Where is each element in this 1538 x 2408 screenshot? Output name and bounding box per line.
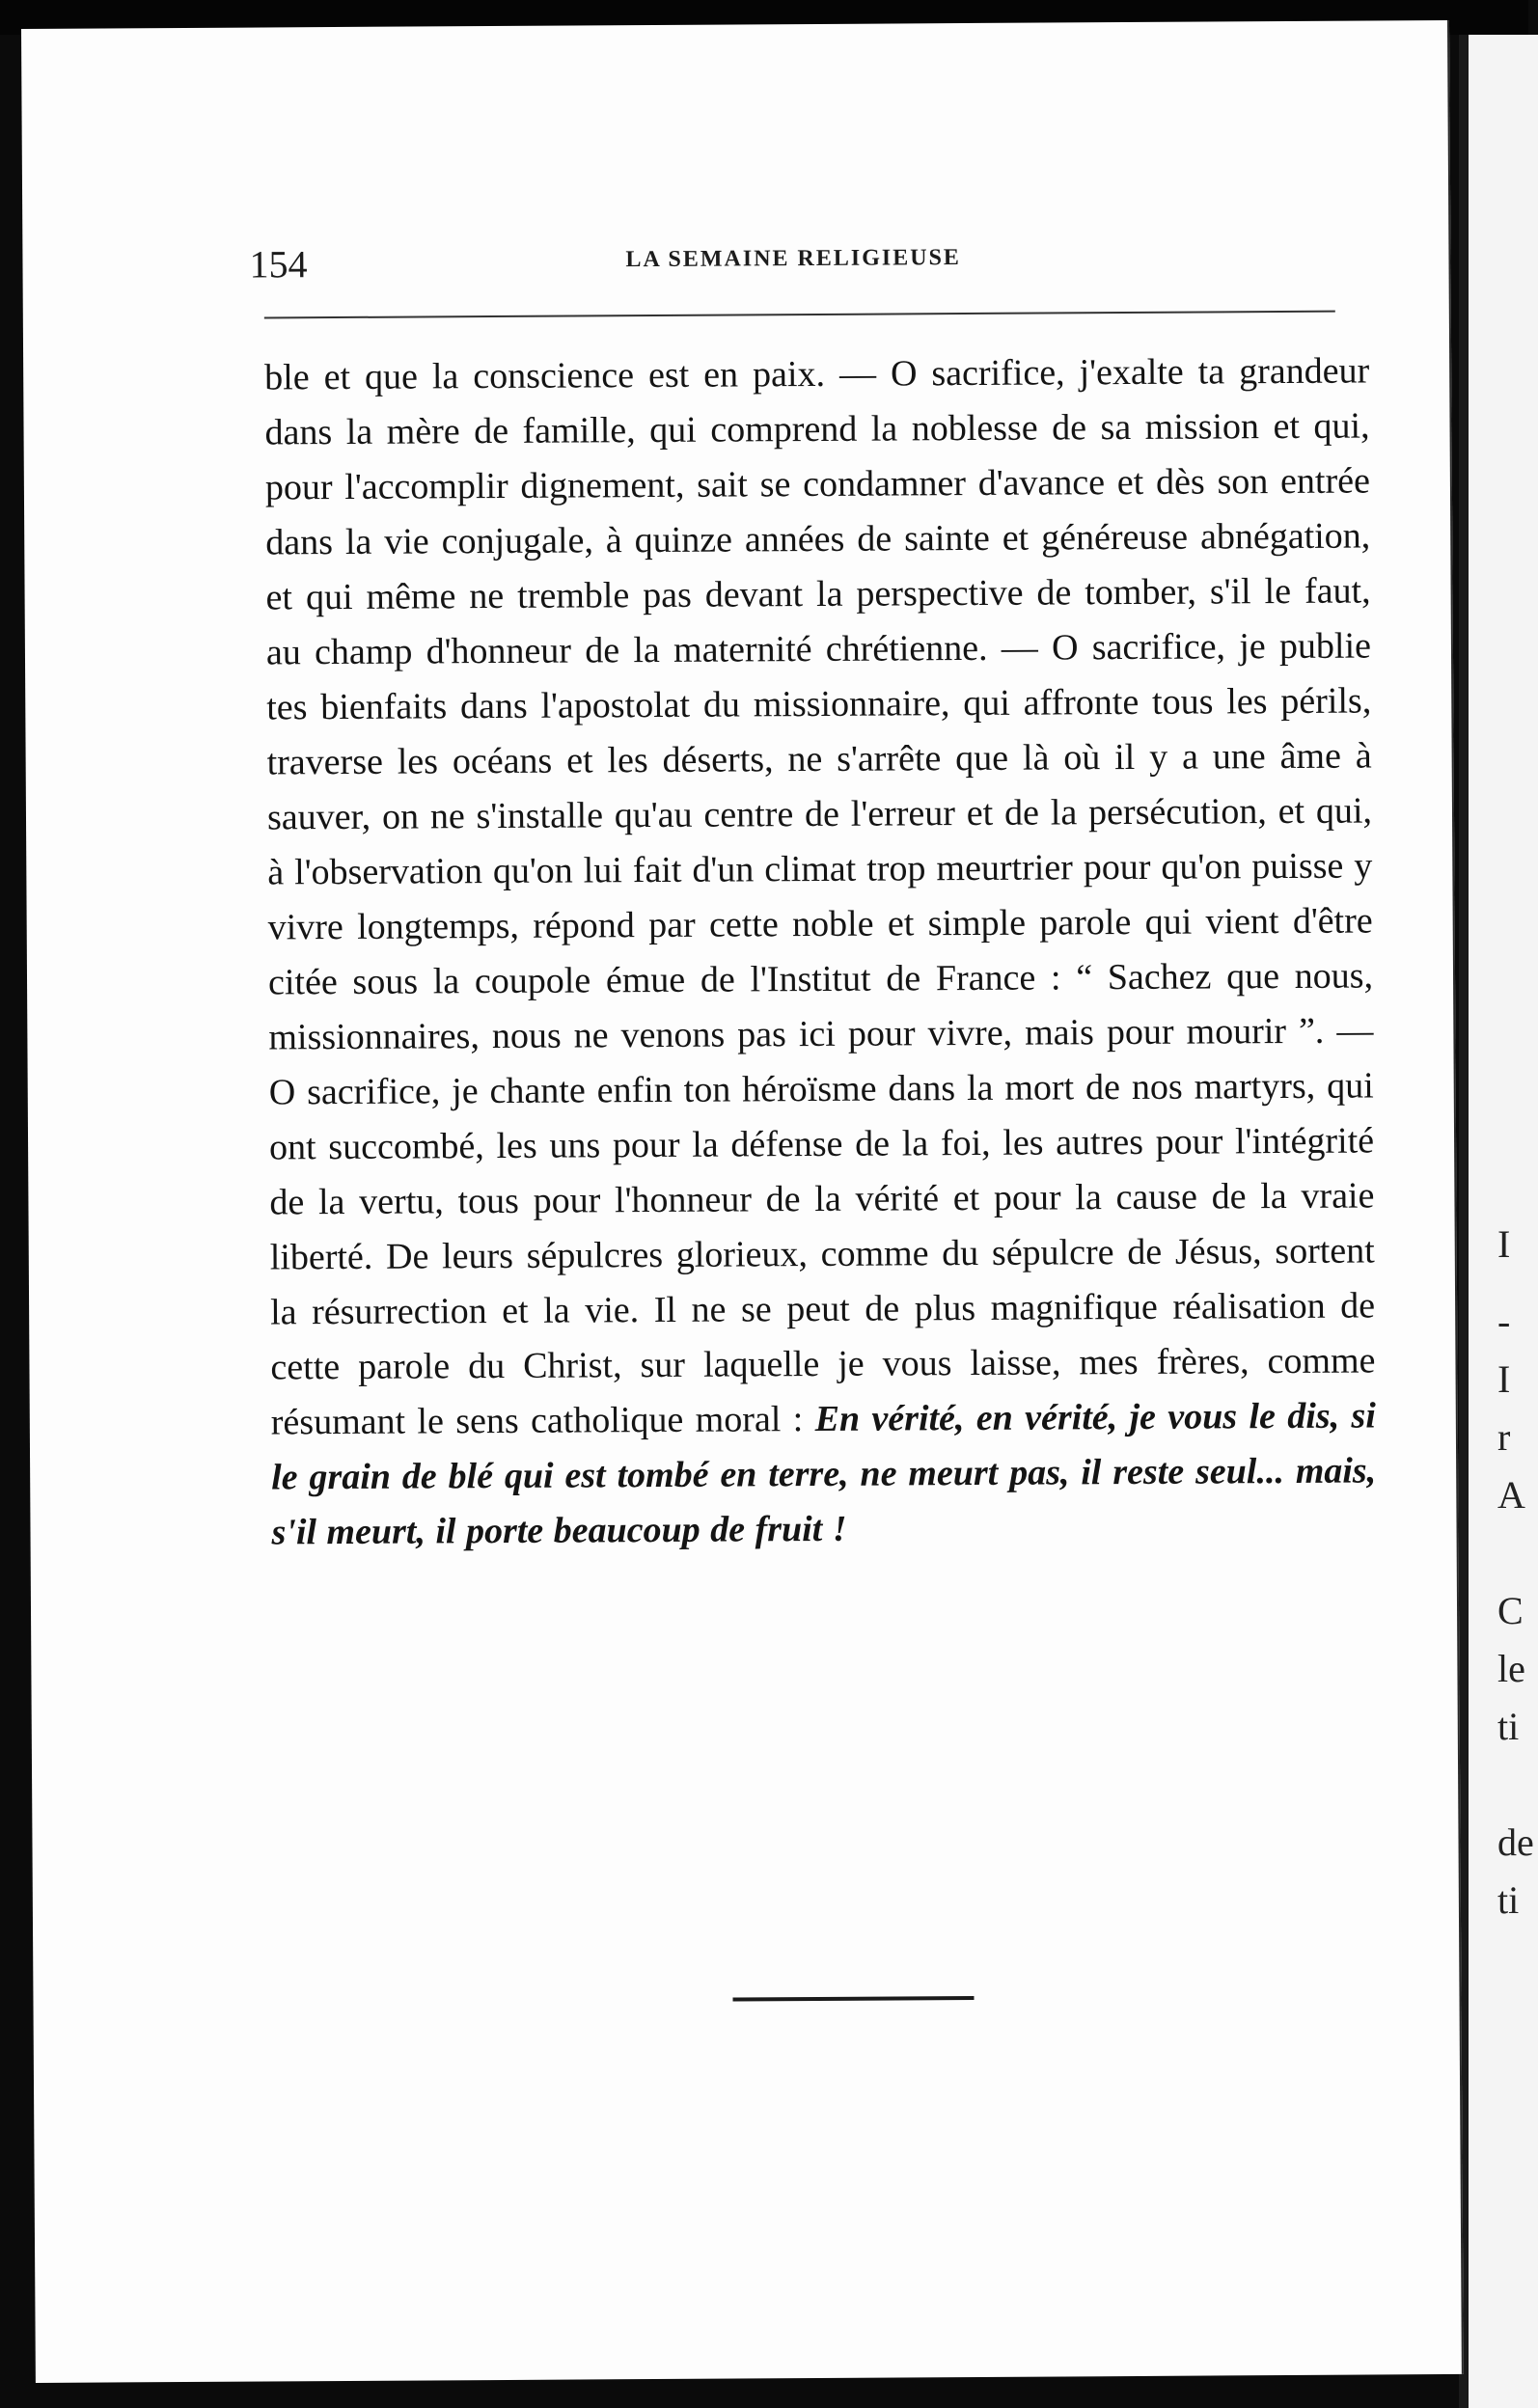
adjacent-page-edge: [1459, 35, 1538, 2408]
italic-quote: En vérité, en vérité, je vous le dis, si le grain de blé qui est tombé en terre, ne meurt pas, il reste seul... mais, s'il meurt, il porte beaucoup de fruit !: [271, 1395, 1377, 1553]
adjacent-fragment: de: [1497, 1820, 1534, 1864]
adjacent-fragment: -: [1497, 1300, 1511, 1343]
adjacent-fragment: I: [1497, 1357, 1511, 1401]
book-page: [21, 20, 1464, 2383]
body-text: ble et que la conscience est en paix. — O sacrifice, j'exalte ta grandeur dans la mère de famille, qui comprend la noblesse de sa mission et qui, pour l'accomplir dignement, sait se condamner d'avance et dès son entrée dans la vie conjugale, à quinze années de sainte et généreuse abnégation, et qui même ne tremble pas devant la perspective de tomber, s'il le faut, au champ d'honneur de la maternité chrétienne. — O sacrifice, je publie tes bienfaits dans l'apostolat du missionnaire, qui affronte tous les périls, traverse les océans et les déserts, ne s'arrête que là où il y a une âme à sauver, on ne s'installe qu'au centre de l'erreur et de la persécution, et qui, à l'observation qu'on lui fait d'un climat trop meurtrier pour qu'on puisse y vivre longtemps, répond par cette noble et simple parole qui vient d'être citée sous la coupole émue de l'Institut de France : “ Sachez que nous, missionnaires, nous ne venons pas ici pour vivre, mais pour mourir ”. — O sacrifice, je chante enfin ton héroïsme dans la mort de nos martyrs, qui ont succombé, les uns pour la défense de la foi, les autres pour l'intégrité de la vertu, tous pour l'honneur de la vérité et pour la cause de la vraie liberté. De leurs sépulcres glorieux, comme du sépulcre de Jésus, sortent la résurrection et la vie. Il ne se peut de plus magnifique réalisation de cette parole du Christ, sur laquelle je vous laisse, mes frères, comme résumant le sens catholique moral :: [264, 350, 1376, 1443]
adjacent-fragment: ti: [1497, 1705, 1520, 1748]
section-end-rule: [732, 1996, 974, 2002]
adjacent-fragment: le: [1497, 1647, 1525, 1690]
adjacent-fragment: ti: [1497, 1878, 1520, 1922]
adjacent-fragment: C: [1497, 1589, 1524, 1632]
body-paragraph: [264, 343, 1377, 1560]
header-rule: [264, 311, 1335, 319]
adjacent-fragment: I: [1497, 1222, 1511, 1266]
adjacent-fragment: A: [1497, 1473, 1525, 1517]
page-number: 154: [249, 242, 308, 287]
page-header: [249, 235, 1339, 300]
running-head: LA SEMAINE RELIGIEUSE: [625, 245, 961, 273]
adjacent-fragment: r: [1497, 1415, 1511, 1459]
